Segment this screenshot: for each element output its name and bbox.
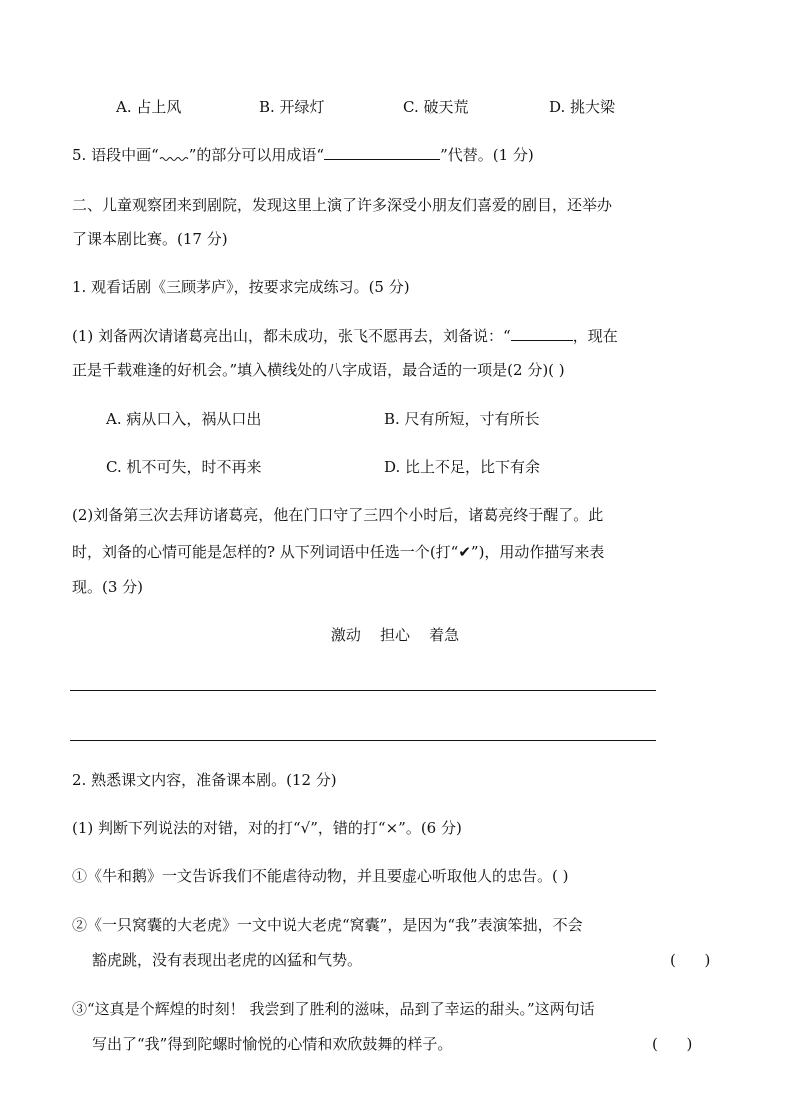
idiom-blank[interactable] xyxy=(511,326,573,341)
judge-item-2-line1: ②《一只窝囊的大老虎》一文中说大老虎“窝囊”，是因为“我”表演笨拙，不会 xyxy=(72,916,583,934)
q5-suffix: ”代替。(1 分) xyxy=(440,146,534,164)
word-choices: 激动 担心 着急 xyxy=(330,626,460,644)
s2-q1-sub2-line1: (2)刘备第三次去拜访诸葛亮，他在门口守了三四个小时后，诸葛亮终于醒了。此 xyxy=(72,506,604,524)
s2-q1-sub2-line2: 时，刘备的心情可能是怎样的? 从下列词语中任选一个(打“✔”)，用动作描写来表 xyxy=(72,543,605,561)
wavy-underline-mark xyxy=(159,146,189,160)
option-c: C. 破天荒 xyxy=(403,98,469,116)
option-b: B. 开绿灯 xyxy=(259,98,325,116)
s2q1-option-b: B. 尺有所短，寸有所长 xyxy=(384,410,540,428)
q5-middle: ”的部分可以用成语“ xyxy=(188,146,325,164)
section-2-line-1: 二、儿童观察团来到剧院，发现这里上演了许多深受小朋友们喜爱的剧目，还举办 xyxy=(72,196,613,214)
judge-item-2-line2: 豁虎跳，没有表现出老虎的凶猛和气势。 xyxy=(92,951,363,969)
answer-line-1[interactable] xyxy=(70,690,656,691)
s2-q1-title: 1. 观看话剧《三顾茅庐》，按要求完成练习。(5 分) xyxy=(72,278,410,296)
s2q1-option-a: A. 病从口入，祸从口出 xyxy=(106,410,262,428)
answer-blank[interactable] xyxy=(324,145,440,160)
sub1-line1-prefix: (1) 刘备两次请诸葛亮出山，都未成功，张飞不愿再去，刘备说：“ xyxy=(72,327,511,345)
judge-item-3-line1: ③“这真是个辉煌的时刻！ 我尝到了胜利的滋味，品到了幸运的甜头。”这两句话 xyxy=(72,1000,595,1018)
s2-q1-sub1-line1 xyxy=(72,326,618,346)
judge-item-2-paren[interactable]: ( ) xyxy=(670,951,711,969)
option-a: A. 占上风 xyxy=(116,98,182,116)
question-5 xyxy=(72,145,534,165)
s2-q2-sub1: (1) 判断下列说法的对错，对的打“√”，错的打“×”。(6 分) xyxy=(72,819,462,837)
judge-item-1: ①《牛和鹅》一文告诉我们不能虐待动物，并且要虚心听取他人的忠告。( ) xyxy=(72,867,569,885)
sub1-line1-suffix: ，现在 xyxy=(572,327,618,345)
s2q1-option-c: C. 机不可失，时不再来 xyxy=(106,458,262,476)
judge-item-3-line2: 写出了“我”得到陀螺时愉悦的心情和欢欣鼓舞的样子。 xyxy=(92,1035,453,1053)
option-d: D. 挑大梁 xyxy=(549,98,616,116)
section-2-line-2: 了课本剧比赛。(17 分) xyxy=(72,230,228,248)
judge-item-3-paren[interactable]: ( ) xyxy=(652,1035,693,1053)
s2-q2-title: 2. 熟悉课文内容，准备课本剧。(12 分) xyxy=(72,771,337,789)
q5-prefix: 5. 语段中画“ xyxy=(72,146,159,164)
answer-line-2[interactable] xyxy=(70,740,656,741)
s2-q1-sub1-line2: 正是千载难逢的好机会。”填入横线处的八字成语，最合适的一项是(2 分)( ) xyxy=(72,361,565,379)
s2q1-option-d: D. 比上不足，比下有余 xyxy=(384,458,541,476)
s2-q1-sub2-line3: 现。(3 分) xyxy=(72,578,144,596)
